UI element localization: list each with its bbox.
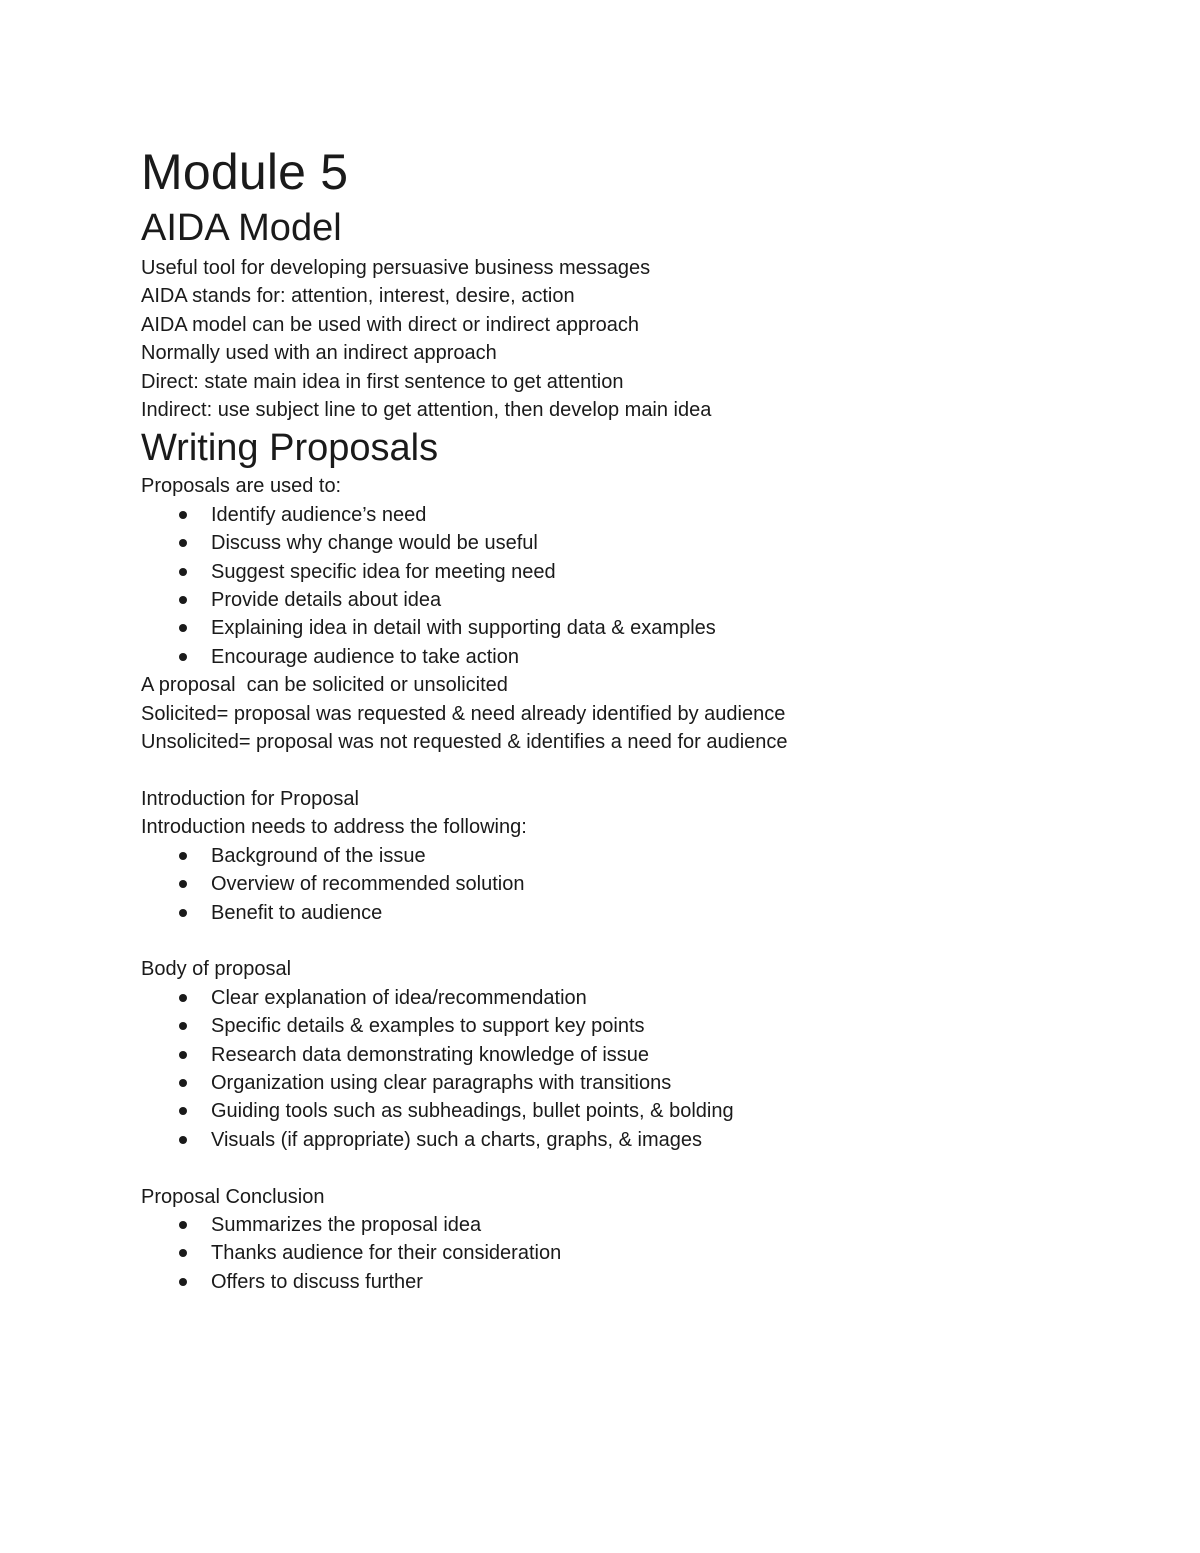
bullet-icon bbox=[179, 568, 187, 576]
list-item: Thanks audience for their consideration bbox=[141, 1239, 1101, 1267]
aida-line: AIDA stands for: attention, interest, desire, action bbox=[141, 285, 575, 308]
spacer bbox=[141, 1154, 1101, 1182]
introduction-lead: Introduction needs to address the following: bbox=[141, 816, 527, 839]
introduction-list bbox=[141, 842, 1101, 927]
list-item: Encourage audience to take action bbox=[141, 643, 1101, 671]
list-item: Provide details about idea bbox=[141, 586, 1101, 614]
bullet-icon bbox=[179, 880, 187, 888]
list-item: Visuals (if appropriate) such a charts, graphs, & images bbox=[141, 1126, 1101, 1154]
list-item: Suggest specific idea for meeting need bbox=[141, 558, 1101, 586]
body-title: Body of proposal bbox=[141, 958, 292, 981]
list-item: Identify audience’s need bbox=[141, 501, 1101, 529]
aida-line: Direct: state main idea in first sentence to get attention bbox=[141, 370, 624, 393]
list-item: Guiding tools such as subheadings, bullet points, & bolding bbox=[141, 1097, 1101, 1125]
bullet-icon bbox=[179, 1249, 187, 1257]
aida-heading: AIDA Model bbox=[141, 207, 342, 249]
aida-line: Indirect: use subject line to get attention, then develop main idea bbox=[141, 399, 712, 422]
proposals-intro: Proposals are used to: bbox=[141, 475, 342, 498]
list-item: Offers to discuss further bbox=[141, 1268, 1101, 1296]
bullet-icon bbox=[179, 596, 187, 604]
aida-line: AIDA model can be used with direct or indirect approach bbox=[141, 313, 640, 336]
proposals-heading: Writing Proposals bbox=[141, 427, 439, 470]
list-item: Research data demonstrating knowledge of issue bbox=[141, 1041, 1101, 1069]
bullet-icon bbox=[179, 1022, 187, 1030]
conclusion-list bbox=[141, 1211, 1101, 1296]
list-item: Explaining idea in detail with supporting data & examples bbox=[141, 614, 1101, 642]
list-item: Specific details & examples to support key points bbox=[141, 1012, 1101, 1040]
bullet-icon bbox=[179, 624, 187, 632]
bullet-icon bbox=[179, 852, 187, 860]
list-item: Benefit to audience bbox=[141, 899, 1101, 927]
bullet-icon bbox=[179, 1051, 187, 1059]
bullet-icon bbox=[179, 1221, 187, 1229]
proposals-section bbox=[141, 472, 1101, 1296]
list-item: Overview of recommended solution bbox=[141, 870, 1101, 898]
bullet-icon bbox=[179, 1107, 187, 1115]
spacer bbox=[141, 757, 1101, 785]
list-item: Organization using clear paragraphs with transitions bbox=[141, 1069, 1101, 1097]
list-item: Summarizes the proposal idea bbox=[141, 1211, 1101, 1239]
bullet-icon bbox=[179, 539, 187, 547]
list-item: Background of the issue bbox=[141, 842, 1101, 870]
proposals-line: Solicited= proposal was requested & need already identified by audience bbox=[141, 702, 786, 725]
body-list bbox=[141, 984, 1101, 1154]
introduction-title: Introduction for Proposal bbox=[141, 787, 359, 810]
bullet-icon bbox=[179, 1079, 187, 1087]
page-title: Module 5 bbox=[141, 144, 349, 200]
aida-line: Useful tool for developing persuasive business messages bbox=[141, 257, 651, 279]
bullet-icon bbox=[179, 994, 187, 1002]
proposals-uses-list bbox=[141, 501, 1101, 671]
bullet-icon bbox=[179, 1278, 187, 1286]
spacer bbox=[141, 927, 1101, 955]
proposals-line: A proposal can be solicited or unsolicited bbox=[141, 674, 508, 697]
conclusion-title: Proposal Conclusion bbox=[141, 1185, 325, 1208]
bullet-icon bbox=[179, 909, 187, 917]
bullet-icon bbox=[179, 511, 187, 519]
list-item: Clear explanation of idea/recommendation bbox=[141, 984, 1101, 1012]
bullet-icon bbox=[179, 1136, 187, 1144]
bullet-icon bbox=[179, 653, 187, 661]
aida-section bbox=[141, 254, 1101, 424]
document-page bbox=[141, 140, 1101, 1296]
proposals-line: Unsolicited= proposal was not requested & identifies a need for audience bbox=[141, 731, 788, 754]
list-item: Discuss why change would be useful bbox=[141, 529, 1101, 557]
aida-line: Normally used with an indirect approach bbox=[141, 342, 497, 365]
